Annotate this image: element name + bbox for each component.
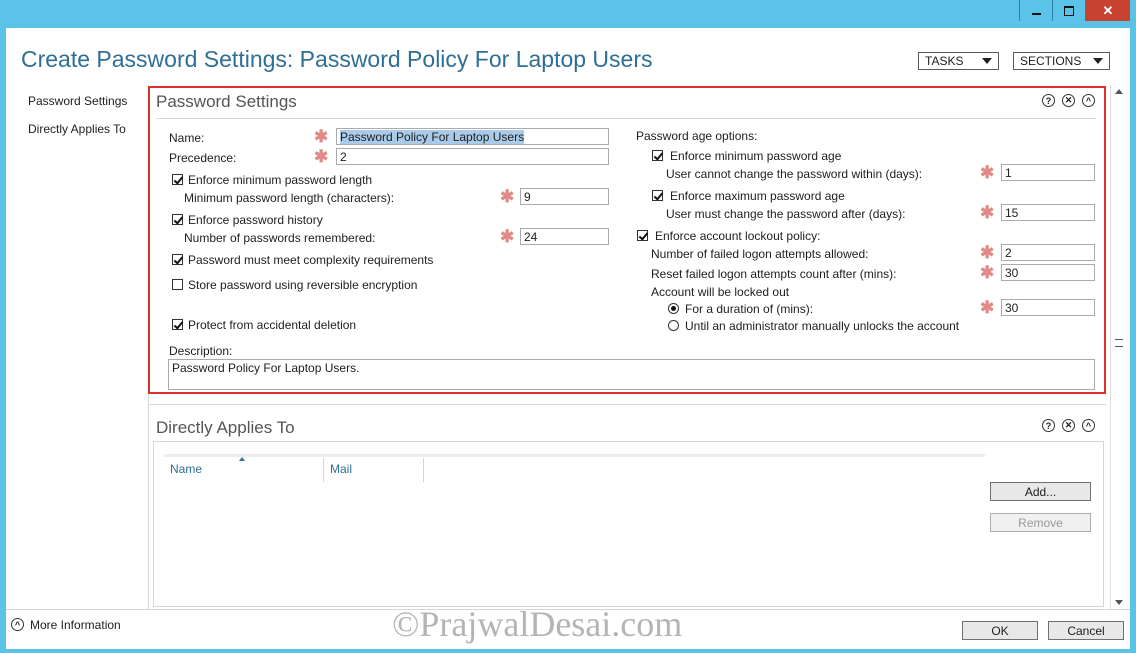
locked-out-label: Account will be locked out — [651, 285, 790, 299]
required-icon: ✱ — [500, 187, 515, 206]
required-icon: ✱ — [980, 203, 995, 222]
required-icon: ✱ — [980, 263, 995, 282]
nav-item-directly-applies-to[interactable]: Directly Applies To — [28, 122, 126, 136]
nav-item-password-settings[interactable]: Password Settings — [28, 94, 128, 108]
section-divider — [156, 118, 1096, 119]
description-field[interactable]: Password Policy For Laptop Users. — [168, 359, 1095, 390]
column-header-mail[interactable]: Mail — [330, 462, 353, 476]
maximize-button[interactable] — [1052, 0, 1085, 21]
min-age-label: User cannot change the password within (days): — [666, 167, 923, 181]
required-icon: ✱ — [314, 147, 329, 166]
required-icon: ✱ — [500, 227, 515, 246]
duration-radio[interactable] — [668, 303, 679, 314]
precedence-field[interactable]: 2 — [336, 148, 609, 165]
description-label: Description: — [169, 344, 233, 358]
min-length-label: Minimum password length (characters): — [184, 191, 395, 205]
enforce-max-age-label: Enforce maximum password age — [670, 189, 845, 203]
enforce-min-length-label: Enforce minimum password length — [188, 173, 373, 187]
failed-attempts-field[interactable]: 2 — [1001, 244, 1095, 261]
sections-label: SECTIONS — [1020, 54, 1082, 68]
reversible-label: Store password using reversible encryption — [188, 278, 418, 292]
max-age-label: User must change the password after (days): — [666, 207, 906, 221]
chevron-down-icon — [982, 58, 992, 64]
chevron-down-icon — [1093, 58, 1103, 64]
close-button[interactable] — [1085, 0, 1130, 21]
tasks-label: TASKS — [925, 54, 964, 68]
column-divider — [323, 458, 324, 482]
name-value: Password Policy For Laptop Users — [340, 130, 525, 144]
enforce-max-age-checkbox[interactable] — [652, 190, 663, 201]
protect-label: Protect from accidental deletion — [188, 318, 357, 332]
page-title: Create Password Settings: Password Policy For Laptop Users — [21, 46, 653, 72]
enforce-history-label: Enforce password history — [188, 213, 323, 227]
sections-dropdown[interactable] — [1013, 52, 1110, 70]
column-divider — [423, 458, 424, 482]
maximize-icon — [1064, 6, 1074, 16]
close-icon: ✕ — [1102, 2, 1114, 18]
scroll-up-icon[interactable] — [1115, 89, 1123, 94]
admin-unlock-radio[interactable] — [668, 320, 679, 331]
reset-count-label: Reset failed logon attempts count after (mins): — [651, 267, 897, 281]
admin-unlock-label: Until an administrator manually unlocks the account — [685, 319, 960, 333]
failed-attempts-label: Number of failed logon attempts allowed: — [651, 247, 869, 261]
protect-checkbox[interactable] — [172, 319, 183, 330]
required-icon: ✱ — [314, 127, 329, 146]
reversible-checkbox[interactable] — [172, 279, 183, 290]
duration-label: For a duration of (mins): — [685, 302, 814, 316]
scrollbar[interactable] — [1110, 85, 1128, 609]
password-settings-title: Password Settings — [156, 92, 297, 111]
sort-ascending-icon — [239, 457, 245, 461]
enforce-history-checkbox[interactable] — [172, 214, 183, 225]
reset-count-field[interactable]: 30 — [1001, 264, 1095, 281]
required-icon: ✱ — [980, 163, 995, 182]
minimize-icon — [1032, 13, 1041, 15]
window-controls — [1019, 0, 1130, 21]
help-icon[interactable]: ? — [1042, 419, 1055, 432]
column-header-name[interactable]: Name — [170, 462, 203, 476]
collapse-icon[interactable]: ^ — [1082, 419, 1095, 432]
applies-to-grid — [164, 454, 985, 606]
collapse-icon[interactable]: ^ — [1082, 94, 1095, 107]
min-age-field[interactable]: 1 — [1001, 164, 1095, 181]
remove-button[interactable]: Remove — [990, 513, 1091, 532]
help-icon[interactable]: ? — [1042, 94, 1055, 107]
max-age-field[interactable]: 15 — [1001, 204, 1095, 221]
cancel-button[interactable]: Cancel — [1048, 621, 1124, 640]
ok-button[interactable]: OK — [962, 621, 1038, 640]
more-info-icon[interactable]: ^ — [11, 618, 24, 631]
enforce-min-age-label: Enforce minimum password age — [670, 149, 842, 163]
scroll-grip-icon[interactable] — [1115, 339, 1123, 347]
name-label: Name: — [169, 131, 205, 145]
age-options-label: Password age options: — [636, 129, 758, 143]
required-icon: ✱ — [980, 243, 995, 262]
watermark: ©PrajwalDesai.com — [392, 604, 683, 644]
name-field[interactable] — [336, 128, 609, 145]
add-button[interactable]: Add... — [990, 482, 1091, 501]
required-icon: ✱ — [980, 298, 995, 317]
minimize-button[interactable] — [1019, 0, 1052, 21]
complexity-checkbox[interactable] — [172, 254, 183, 265]
enforce-min-length-checkbox[interactable] — [172, 174, 183, 185]
duration-field[interactable]: 30 — [1001, 299, 1095, 316]
section-divider — [150, 404, 1106, 405]
close-section-icon[interactable]: ✕ — [1062, 419, 1075, 432]
directly-applies-title: Directly Applies To — [156, 418, 295, 437]
enforce-min-age-checkbox[interactable] — [652, 150, 663, 161]
enforce-lockout-label: Enforce account lockout policy: — [655, 229, 821, 243]
scroll-down-icon[interactable] — [1115, 600, 1123, 605]
tasks-dropdown[interactable] — [918, 52, 999, 70]
history-label: Number of passwords remembered: — [184, 231, 376, 245]
enforce-lockout-checkbox[interactable] — [637, 230, 648, 241]
complexity-label: Password must meet complexity requirements — [188, 253, 434, 267]
min-length-field[interactable]: 9 — [520, 188, 609, 205]
history-field[interactable]: 24 — [520, 228, 609, 245]
more-info-label[interactable]: More Information — [30, 618, 121, 632]
close-section-icon[interactable]: ✕ — [1062, 94, 1075, 107]
precedence-label: Precedence: — [169, 151, 237, 165]
